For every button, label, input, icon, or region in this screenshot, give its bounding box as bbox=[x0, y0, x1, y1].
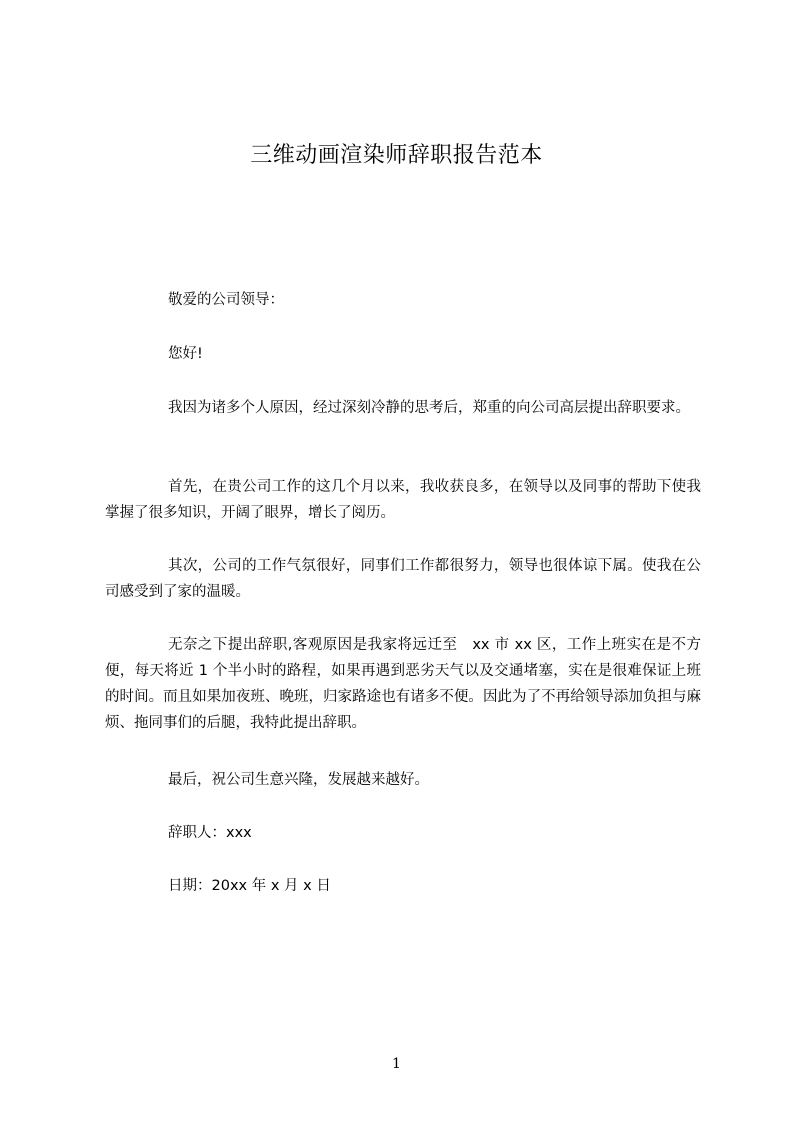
body-paragraph: 无奈之下提出辞职,客观原因是我家将远迁至 xx 市 xx 区，工作上班实在是不方便，每天将近 1 个半小时的路程，如果再遇到恶劣天气以及交通堵塞，实在是很难保证上班的时间。而且如果加夜班、晚班，归家路途也有诸多不便。因此为了不再给领导添加负担与麻烦、拖同事们的后腿，我特此提出辞职。 bbox=[105, 637, 701, 731]
body-paragraph: 我因为诸多个人原因，经过深刻冷静的思考后，郑重的向公司高层提出辞职要求。 bbox=[168, 400, 690, 416]
closing-line: 最后，祝公司生意兴隆，发展越来越好。 bbox=[168, 772, 429, 788]
body-paragraph: 其次，公司的工作气氛很好，同事们工作都很努力，领导也很体谅下属。使我在公司感受到了家的温暖。 bbox=[105, 558, 701, 600]
salutation: 敬爱的公司领导： bbox=[168, 292, 284, 308]
document-title: 三维动画渲染师辞职报告范本 bbox=[250, 143, 543, 168]
body-paragraph: 首先，在贵公司工作的这几个月以来，我收获良多，在领导以及同事的帮助下使我掌握了很多知识，开阔了眼界，增长了阅历。 bbox=[105, 479, 701, 521]
page-number: 1 bbox=[392, 1056, 401, 1072]
signer-line: 辞职人：xxx bbox=[168, 825, 252, 841]
greeting: 您好! bbox=[168, 346, 203, 362]
date-line: 日期：20xx 年 x 月 x 日 bbox=[168, 878, 331, 894]
